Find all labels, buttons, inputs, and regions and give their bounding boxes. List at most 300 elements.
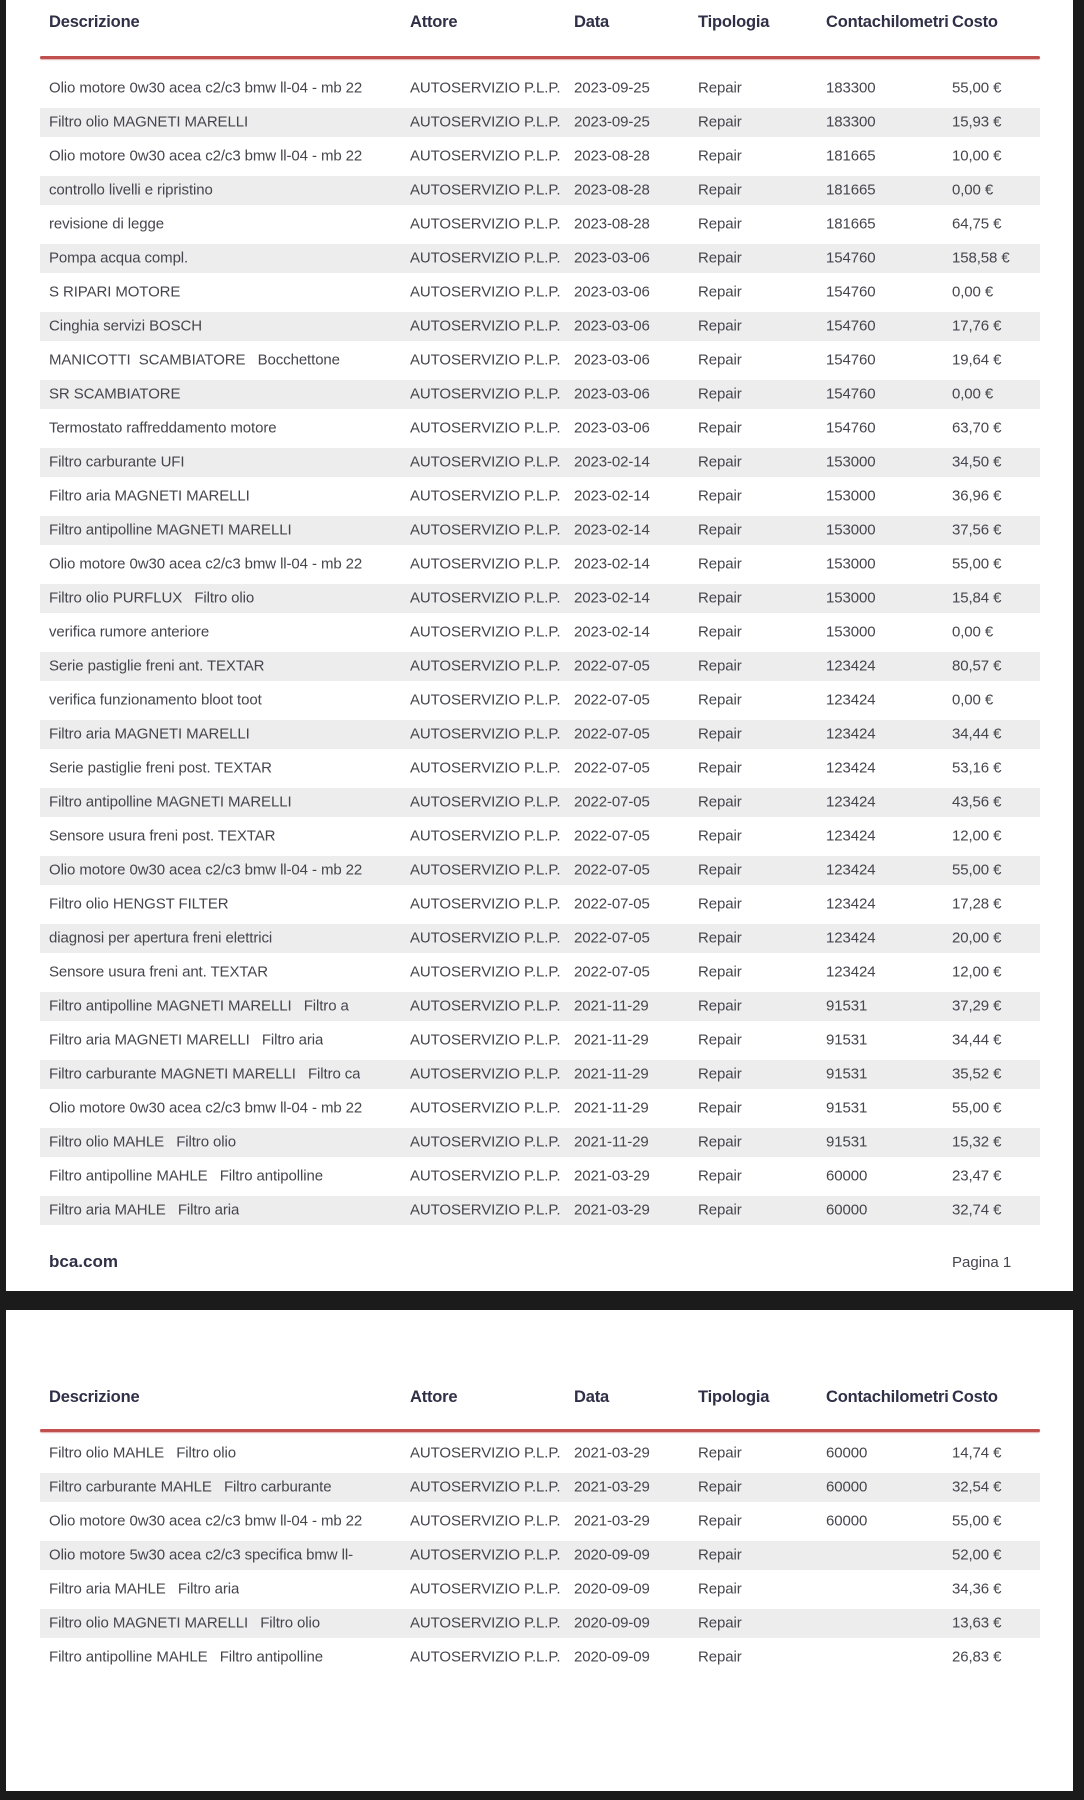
- cell-attore: AUTOSERVIZIO P.L.P.: [410, 793, 561, 811]
- cell-tipologia: Repair: [698, 521, 742, 539]
- cell-data: 2023-08-28: [574, 181, 650, 199]
- cell-descrizione: Pompa acqua compl.: [49, 249, 189, 267]
- cell-descrizione: Olio motore 0w30 acea c2/c3 bmw ll-04 - mb 22: [49, 1512, 363, 1530]
- cell-descrizione: revisione di legge: [49, 215, 164, 233]
- cell-data: 2021-03-29: [574, 1201, 650, 1219]
- cell-attore: AUTOSERVIZIO P.L.P.: [410, 691, 561, 709]
- cell-tipologia: Repair: [698, 181, 742, 199]
- cell-attore: AUTOSERVIZIO P.L.P.: [410, 929, 561, 947]
- cell-attore: AUTOSERVIZIO P.L.P.: [410, 113, 561, 131]
- cell-data: 2022-07-05: [574, 657, 650, 675]
- cell-tipologia: Repair: [698, 249, 742, 267]
- table-row: [40, 343, 1040, 377]
- cell-attore: AUTOSERVIZIO P.L.P.: [410, 1065, 561, 1083]
- cell-costo: 12,00 €: [952, 963, 1002, 981]
- cell-costo: 0,00 €: [952, 181, 994, 199]
- cell-attore: AUTOSERVIZIO P.L.P.: [410, 249, 561, 267]
- cell-costo: 26,83 €: [952, 1648, 1002, 1666]
- cell-attore: AUTOSERVIZIO P.L.P.: [410, 181, 561, 199]
- cell-contachilometri: 123424: [826, 691, 876, 709]
- cell-tipologia: Repair: [698, 351, 742, 369]
- column-header-costo: Costo: [952, 13, 998, 31]
- cell-descrizione: Filtro antipolline MAHLE Filtro antipolline: [49, 1648, 323, 1666]
- cell-contachilometri: 153000: [826, 555, 876, 573]
- table-row: [40, 139, 1040, 173]
- cell-tipologia: Repair: [698, 1512, 742, 1530]
- cell-descrizione: Filtro olio MAGNETI MARELLI: [49, 113, 249, 131]
- cell-data: 2023-02-14: [574, 623, 650, 641]
- cell-data: 2022-07-05: [574, 691, 650, 709]
- table-row: [40, 683, 1040, 717]
- cell-tipologia: Repair: [698, 283, 742, 301]
- table-row: [40, 1436, 1040, 1470]
- cell-costo: 55,00 €: [952, 1512, 1002, 1530]
- cell-data: 2023-02-14: [574, 555, 650, 573]
- cell-contachilometri: 91531: [826, 1065, 868, 1083]
- cell-costo: 0,00 €: [952, 385, 994, 403]
- cell-data: 2023-02-14: [574, 487, 650, 505]
- cell-data: 2022-07-05: [574, 929, 650, 947]
- cell-attore: AUTOSERVIZIO P.L.P.: [410, 657, 561, 675]
- table-row: [40, 1091, 1040, 1125]
- cell-data: 2020-09-09: [574, 1614, 650, 1632]
- cell-attore: AUTOSERVIZIO P.L.P.: [410, 351, 561, 369]
- column-header-contachilometri: Contachilometri: [826, 13, 949, 31]
- table-row: [40, 1572, 1040, 1606]
- cell-contachilometri: 91531: [826, 1031, 868, 1049]
- cell-data: 2023-02-14: [574, 521, 650, 539]
- cell-attore: AUTOSERVIZIO P.L.P.: [410, 419, 561, 437]
- cell-attore: AUTOSERVIZIO P.L.P.: [410, 759, 561, 777]
- cell-descrizione: MANICOTTI SCAMBIATORE Bocchettone: [49, 351, 340, 369]
- cell-attore: AUTOSERVIZIO P.L.P.: [410, 1031, 561, 1049]
- table-row: [40, 513, 1040, 547]
- table-row: [40, 853, 1040, 887]
- cell-data: 2021-03-29: [574, 1167, 650, 1185]
- cell-tipologia: Repair: [698, 215, 742, 233]
- cell-data: 2023-09-25: [574, 79, 650, 97]
- table-row: [40, 1504, 1040, 1538]
- cell-costo: 23,47 €: [952, 1167, 1002, 1185]
- cell-data: 2023-03-06: [574, 249, 650, 267]
- cell-tipologia: Repair: [698, 1031, 742, 1049]
- cell-descrizione: Olio motore 5w30 acea c2/c3 specifica bmw ll-: [49, 1546, 353, 1564]
- cell-costo: 0,00 €: [952, 283, 994, 301]
- cell-tipologia: Repair: [698, 1065, 742, 1083]
- cell-contachilometri: 153000: [826, 487, 876, 505]
- table-row: [40, 1538, 1040, 1572]
- cell-attore: AUTOSERVIZIO P.L.P.: [410, 827, 561, 845]
- cell-data: 2023-03-06: [574, 351, 650, 369]
- table-row: [40, 1470, 1040, 1504]
- cell-attore: AUTOSERVIZIO P.L.P.: [410, 1444, 561, 1462]
- cell-costo: 13,63 €: [952, 1614, 1002, 1632]
- table-row: [40, 1023, 1040, 1057]
- cell-costo: 15,93 €: [952, 113, 1002, 131]
- cell-attore: AUTOSERVIZIO P.L.P.: [410, 1478, 561, 1496]
- cell-data: 2021-03-29: [574, 1478, 650, 1496]
- table-row: [40, 71, 1040, 105]
- header-rule: [40, 1429, 1040, 1432]
- table-row: [40, 105, 1040, 139]
- cell-data: 2022-07-05: [574, 793, 650, 811]
- cell-descrizione: Sensore usura freni ant. TEXTAR: [49, 963, 268, 981]
- cell-attore: AUTOSERVIZIO P.L.P.: [410, 1167, 561, 1185]
- cell-descrizione: SR SCAMBIATORE: [49, 385, 181, 403]
- table-row: [40, 921, 1040, 955]
- cell-attore: AUTOSERVIZIO P.L.P.: [410, 997, 561, 1015]
- cell-data: 2022-07-05: [574, 725, 650, 743]
- cell-tipologia: Repair: [698, 759, 742, 777]
- table-row: [40, 1057, 1040, 1091]
- cell-tipologia: Repair: [698, 1167, 742, 1185]
- cell-costo: 34,50 €: [952, 453, 1002, 471]
- cell-descrizione: Filtro antipolline MAHLE Filtro antipolline: [49, 1167, 323, 1185]
- cell-descrizione: Olio motore 0w30 acea c2/c3 bmw ll-04 - mb 22: [49, 1099, 363, 1117]
- cell-descrizione: Olio motore 0w30 acea c2/c3 bmw ll-04 - mb 22: [49, 79, 363, 97]
- cell-data: 2022-07-05: [574, 827, 650, 845]
- cell-costo: 52,00 €: [952, 1546, 1002, 1564]
- table-row: [40, 377, 1040, 411]
- cell-descrizione: Serie pastiglie freni ant. TEXTAR: [49, 657, 265, 675]
- cell-costo: 15,32 €: [952, 1133, 1002, 1151]
- page-footer: [40, 1252, 1040, 1274]
- cell-descrizione: Filtro antipolline MAGNETI MARELLI Filtro a: [49, 997, 349, 1015]
- cell-attore: AUTOSERVIZIO P.L.P.: [410, 1099, 561, 1117]
- cell-data: 2021-11-29: [574, 997, 649, 1015]
- table-row: [40, 1606, 1040, 1640]
- cell-tipologia: Repair: [698, 861, 742, 879]
- cell-costo: 15,84 €: [952, 589, 1002, 607]
- cell-attore: AUTOSERVIZIO P.L.P.: [410, 1201, 561, 1219]
- cell-data: 2020-09-09: [574, 1546, 650, 1564]
- cell-data: 2022-07-05: [574, 759, 650, 777]
- cell-data: 2023-02-14: [574, 589, 650, 607]
- cell-attore: AUTOSERVIZIO P.L.P.: [410, 589, 561, 607]
- cell-attore: AUTOSERVIZIO P.L.P.: [410, 963, 561, 981]
- table-row: [40, 887, 1040, 921]
- table-row: [40, 1125, 1040, 1159]
- table-row: [40, 173, 1040, 207]
- column-header-contachilometri: Contachilometri: [826, 1388, 949, 1406]
- cell-contachilometri: 123424: [826, 657, 876, 675]
- cell-attore: AUTOSERVIZIO P.L.P.: [410, 317, 561, 335]
- cell-data: 2023-03-06: [574, 283, 650, 301]
- table-row: [40, 615, 1040, 649]
- cell-tipologia: Repair: [698, 793, 742, 811]
- cell-contachilometri: 123424: [826, 759, 876, 777]
- cell-tipologia: Repair: [698, 929, 742, 947]
- cell-attore: AUTOSERVIZIO P.L.P.: [410, 215, 561, 233]
- cell-tipologia: Repair: [698, 895, 742, 913]
- cell-costo: 34,44 €: [952, 725, 1002, 743]
- cell-data: 2021-11-29: [574, 1065, 649, 1083]
- cell-descrizione: Filtro aria MAHLE Filtro aria: [49, 1580, 240, 1598]
- cell-tipologia: Repair: [698, 1201, 742, 1219]
- cell-data: 2023-03-06: [574, 317, 650, 335]
- cell-costo: 17,28 €: [952, 895, 1002, 913]
- cell-costo: 10,00 €: [952, 147, 1002, 165]
- cell-tipologia: Repair: [698, 725, 742, 743]
- cell-data: 2021-11-29: [574, 1031, 649, 1049]
- table-row: [40, 445, 1040, 479]
- table-row: [40, 207, 1040, 241]
- cell-descrizione: verifica rumore anteriore: [49, 623, 210, 641]
- table-row: [40, 479, 1040, 513]
- cell-contachilometri: 123424: [826, 963, 876, 981]
- cell-data: 2023-03-06: [574, 385, 650, 403]
- cell-contachilometri: 154760: [826, 419, 876, 437]
- cell-data: 2023-09-25: [574, 113, 650, 131]
- cell-contachilometri: 123424: [826, 827, 876, 845]
- cell-data: 2021-03-29: [574, 1512, 650, 1530]
- cell-descrizione: Filtro olio MAHLE Filtro olio: [49, 1444, 236, 1462]
- cell-attore: AUTOSERVIZIO P.L.P.: [410, 385, 561, 403]
- cell-attore: AUTOSERVIZIO P.L.P.: [410, 1133, 561, 1151]
- cell-tipologia: Repair: [698, 827, 742, 845]
- cell-tipologia: Repair: [698, 657, 742, 675]
- cell-attore: AUTOSERVIZIO P.L.P.: [410, 1614, 561, 1632]
- cell-attore: AUTOSERVIZIO P.L.P.: [410, 521, 561, 539]
- cell-costo: 20,00 €: [952, 929, 1002, 947]
- cell-descrizione: Filtro carburante UFI: [49, 453, 185, 471]
- table-row: [40, 547, 1040, 581]
- cell-attore: AUTOSERVIZIO P.L.P.: [410, 147, 561, 165]
- table-row: [40, 717, 1040, 751]
- column-header-attore: Attore: [410, 1388, 458, 1406]
- cell-descrizione: Filtro olio MAHLE Filtro olio: [49, 1133, 236, 1151]
- cell-attore: AUTOSERVIZIO P.L.P.: [410, 1648, 561, 1666]
- cell-data: 2020-09-09: [574, 1580, 650, 1598]
- table-row: [40, 1193, 1040, 1227]
- table-row: [40, 309, 1040, 343]
- cell-contachilometri: 153000: [826, 623, 876, 641]
- cell-contachilometri: 60000: [826, 1512, 868, 1530]
- cell-costo: 17,76 €: [952, 317, 1002, 335]
- cell-attore: AUTOSERVIZIO P.L.P.: [410, 895, 561, 913]
- table-row: [40, 785, 1040, 819]
- cell-contachilometri: 123424: [826, 861, 876, 879]
- cell-tipologia: Repair: [698, 419, 742, 437]
- cell-costo: 55,00 €: [952, 861, 1002, 879]
- cell-costo: 0,00 €: [952, 623, 994, 641]
- cell-descrizione: controllo livelli e ripristino: [49, 181, 213, 199]
- cell-data: 2022-07-05: [574, 861, 650, 879]
- cell-contachilometri: 154760: [826, 317, 876, 335]
- cell-costo: 19,64 €: [952, 351, 1002, 369]
- cell-tipologia: Repair: [698, 113, 742, 131]
- cell-contachilometri: 153000: [826, 521, 876, 539]
- table-row: [40, 819, 1040, 853]
- cell-descrizione: Filtro aria MAGNETI MARELLI Filtro aria: [49, 1031, 324, 1049]
- cell-contachilometri: 153000: [826, 453, 876, 471]
- cell-tipologia: Repair: [698, 317, 742, 335]
- cell-tipologia: Repair: [698, 79, 742, 97]
- cell-descrizione: Olio motore 0w30 acea c2/c3 bmw ll-04 - mb 22: [49, 555, 363, 573]
- cell-tipologia: Repair: [698, 997, 742, 1015]
- cell-descrizione: Filtro antipolline MAGNETI MARELLI: [49, 793, 292, 811]
- cell-descrizione: Termostato raffreddamento motore: [49, 419, 277, 437]
- cell-costo: 14,74 €: [952, 1444, 1002, 1462]
- cell-descrizione: Filtro aria MAGNETI MARELLI: [49, 487, 250, 505]
- cell-tipologia: Repair: [698, 1444, 742, 1462]
- cell-contachilometri: 181665: [826, 181, 876, 199]
- cell-contachilometri: 183300: [826, 113, 876, 131]
- table-row: [40, 955, 1040, 989]
- cell-costo: 35,52 €: [952, 1065, 1002, 1083]
- cell-contachilometri: 60000: [826, 1444, 868, 1462]
- cell-contachilometri: 91531: [826, 1099, 868, 1117]
- cell-tipologia: Repair: [698, 1478, 742, 1496]
- cell-descrizione: Filtro aria MAGNETI MARELLI: [49, 725, 250, 743]
- cell-descrizione: Filtro carburante MAGNETI MARELLI Filtro ca: [49, 1065, 361, 1083]
- cell-tipologia: Repair: [698, 1580, 742, 1598]
- cell-attore: AUTOSERVIZIO P.L.P.: [410, 861, 561, 879]
- cell-costo: 80,57 €: [952, 657, 1002, 675]
- cell-data: 2023-03-06: [574, 419, 650, 437]
- cell-descrizione: verifica funzionamento bloot toot: [49, 691, 262, 709]
- cell-costo: 34,36 €: [952, 1580, 1002, 1598]
- cell-contachilometri: 154760: [826, 385, 876, 403]
- cell-tipologia: Repair: [698, 453, 742, 471]
- cell-tipologia: Repair: [698, 1546, 742, 1564]
- cell-tipologia: Repair: [698, 385, 742, 403]
- cell-tipologia: Repair: [698, 623, 742, 641]
- cell-attore: AUTOSERVIZIO P.L.P.: [410, 725, 561, 743]
- cell-descrizione: Olio motore 0w30 acea c2/c3 bmw ll-04 - mb 22: [49, 861, 363, 879]
- cell-attore: AUTOSERVIZIO P.L.P.: [410, 283, 561, 301]
- table-row: [40, 241, 1040, 275]
- cell-data: 2023-08-28: [574, 215, 650, 233]
- column-header-costo: Costo: [952, 1388, 998, 1406]
- table-header-page2: [40, 1388, 1040, 1412]
- cell-costo: 32,54 €: [952, 1478, 1002, 1496]
- cell-attore: AUTOSERVIZIO P.L.P.: [410, 1512, 561, 1530]
- table-row: [40, 989, 1040, 1023]
- cell-costo: 158,58 €: [952, 249, 1010, 267]
- cell-contachilometri: 154760: [826, 351, 876, 369]
- cell-contachilometri: 123424: [826, 793, 876, 811]
- page-2: [6, 1310, 1073, 1791]
- cell-attore: AUTOSERVIZIO P.L.P.: [410, 487, 561, 505]
- cell-descrizione: Filtro olio MAGNETI MARELLI Filtro olio: [49, 1614, 320, 1632]
- cell-tipologia: Repair: [698, 1133, 742, 1151]
- cell-data: 2020-09-09: [574, 1648, 650, 1666]
- cell-attore: AUTOSERVIZIO P.L.P.: [410, 1546, 561, 1564]
- column-header-tipologia: Tipologia: [698, 1388, 770, 1406]
- cell-contachilometri: 153000: [826, 589, 876, 607]
- cell-contachilometri: 91531: [826, 1133, 868, 1151]
- cell-costo: 36,96 €: [952, 487, 1002, 505]
- cell-contachilometri: 60000: [826, 1167, 868, 1185]
- cell-descrizione: Filtro antipolline MAGNETI MARELLI: [49, 521, 292, 539]
- cell-data: 2021-11-29: [574, 1099, 649, 1117]
- column-header-data: Data: [574, 13, 609, 31]
- table-row: [40, 581, 1040, 615]
- column-header-data: Data: [574, 1388, 609, 1406]
- cell-tipologia: Repair: [698, 1099, 742, 1117]
- cell-contachilometri: 123424: [826, 895, 876, 913]
- table-row: [40, 1159, 1040, 1193]
- cell-contachilometri: 123424: [826, 725, 876, 743]
- cell-descrizione: Filtro carburante MAHLE Filtro carburante: [49, 1478, 332, 1496]
- cell-contachilometri: 181665: [826, 147, 876, 165]
- site-name: bca.com: [49, 1252, 118, 1271]
- cell-tipologia: Repair: [698, 147, 742, 165]
- cell-costo: 37,56 €: [952, 521, 1002, 539]
- cell-attore: AUTOSERVIZIO P.L.P.: [410, 453, 561, 471]
- cell-costo: 55,00 €: [952, 79, 1002, 97]
- table-row: [40, 275, 1040, 309]
- cell-descrizione: Cinghia servizi BOSCH: [49, 317, 202, 335]
- cell-descrizione: Filtro aria MAHLE Filtro aria: [49, 1201, 240, 1219]
- cell-data: 2023-08-28: [574, 147, 650, 165]
- table-row: [40, 649, 1040, 683]
- cell-data: 2021-03-29: [574, 1444, 650, 1462]
- cell-descrizione: Serie pastiglie freni post. TEXTAR: [49, 759, 272, 777]
- cell-costo: 55,00 €: [952, 1099, 1002, 1117]
- cell-contachilometri: 183300: [826, 79, 876, 97]
- table-row: [40, 1640, 1040, 1674]
- cell-tipologia: Repair: [698, 1614, 742, 1632]
- cell-costo: 55,00 €: [952, 555, 1002, 573]
- cell-contachilometri: 154760: [826, 249, 876, 267]
- cell-attore: AUTOSERVIZIO P.L.P.: [410, 555, 561, 573]
- cell-descrizione: S RIPARI MOTORE: [49, 283, 181, 301]
- table-row: [40, 411, 1040, 445]
- cell-costo: 37,29 €: [952, 997, 1002, 1015]
- cell-contachilometri: 91531: [826, 997, 868, 1015]
- cell-contachilometri: 154760: [826, 283, 876, 301]
- cell-costo: 63,70 €: [952, 419, 1002, 437]
- cell-costo: 12,00 €: [952, 827, 1002, 845]
- page-number: Pagina 1: [952, 1254, 1012, 1271]
- cell-data: 2023-02-14: [574, 453, 650, 471]
- cell-tipologia: Repair: [698, 1648, 742, 1666]
- column-header-descrizione: Descrizione: [49, 13, 140, 31]
- cell-attore: AUTOSERVIZIO P.L.P.: [410, 1580, 561, 1598]
- cell-descrizione: Filtro olio PURFLUX Filtro olio: [49, 589, 255, 607]
- service-history-table-page1: [40, 71, 1040, 1227]
- header-rule: [40, 56, 1040, 59]
- cell-costo: 0,00 €: [952, 691, 994, 709]
- cell-descrizione: Filtro olio HENGST FILTER: [49, 895, 229, 913]
- cell-data: 2022-07-05: [574, 963, 650, 981]
- cell-data: 2021-11-29: [574, 1133, 649, 1151]
- cell-costo: 64,75 €: [952, 215, 1002, 233]
- cell-contachilometri: 181665: [826, 215, 876, 233]
- table-header-page1: [40, 13, 1040, 37]
- column-header-descrizione: Descrizione: [49, 1388, 140, 1406]
- cell-contachilometri: 60000: [826, 1478, 868, 1496]
- cell-tipologia: Repair: [698, 963, 742, 981]
- column-header-tipologia: Tipologia: [698, 13, 770, 31]
- cell-descrizione: Sensore usura freni post. TEXTAR: [49, 827, 276, 845]
- column-header-attore: Attore: [410, 13, 458, 31]
- cell-data: 2022-07-05: [574, 895, 650, 913]
- cell-descrizione: diagnosi per apertura freni elettrici: [49, 929, 273, 947]
- cell-contachilometri: 123424: [826, 929, 876, 947]
- cell-contachilometri: 60000: [826, 1201, 868, 1219]
- cell-costo: 32,74 €: [952, 1201, 1002, 1219]
- service-history-table-page2: [40, 1436, 1040, 1674]
- cell-descrizione: Olio motore 0w30 acea c2/c3 bmw ll-04 - mb 22: [49, 147, 363, 165]
- cell-costo: 43,56 €: [952, 793, 1002, 811]
- table-row: [40, 751, 1040, 785]
- cell-tipologia: Repair: [698, 555, 742, 573]
- cell-tipologia: Repair: [698, 487, 742, 505]
- cell-tipologia: Repair: [698, 589, 742, 607]
